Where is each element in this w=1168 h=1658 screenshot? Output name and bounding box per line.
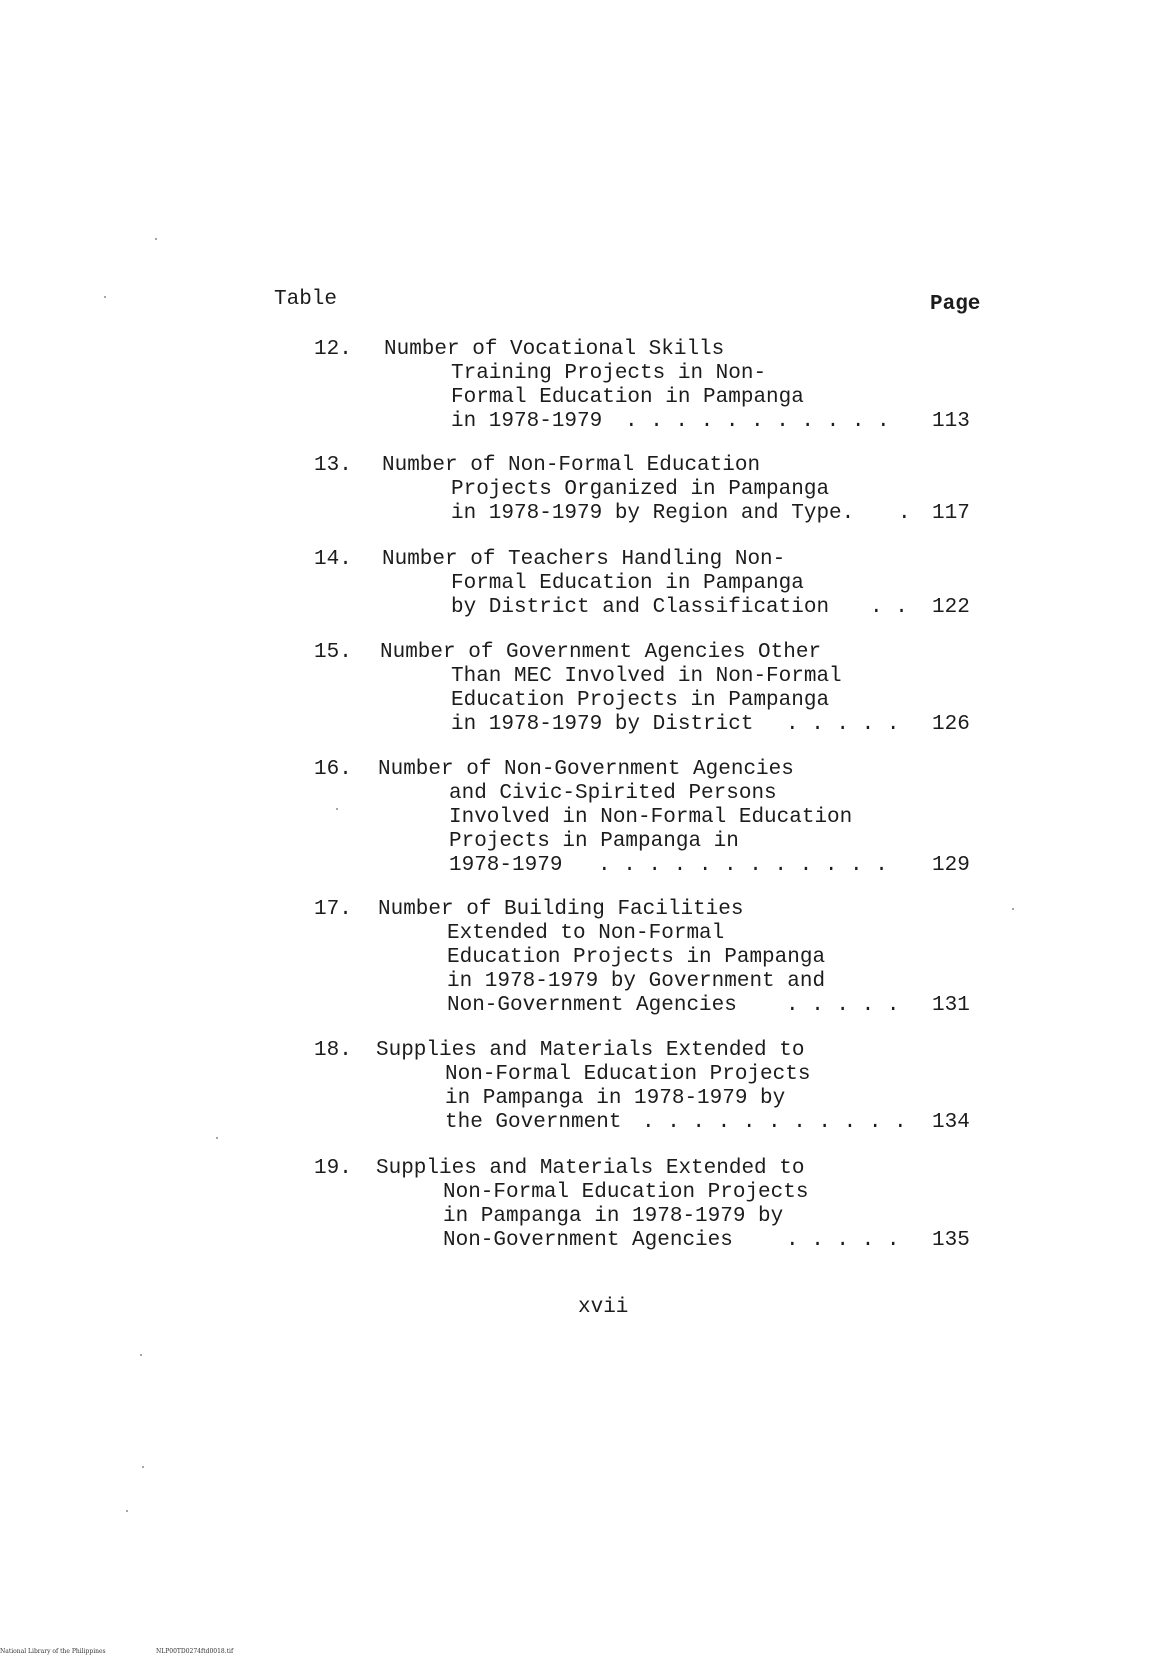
entry-title-line: Number of Non-Formal Education: [382, 454, 761, 477]
entry-title-line: Projects Organized in Pampanga: [451, 478, 830, 501]
page-column-header: Page: [930, 293, 981, 316]
scan-speck: [1012, 908, 1014, 910]
entry-title-line: Number of Building Facilities: [378, 898, 744, 921]
entry-title-line: Supplies and Materials Extended to: [376, 1039, 805, 1062]
entry-title-line: the Government: [445, 1111, 622, 1134]
entry-title-line: Education Projects in Pampanga: [451, 689, 830, 712]
scan-speck: [216, 1137, 218, 1139]
entry-number: 14.: [314, 548, 352, 571]
entry-title-line: Number of Non-Government Agencies: [378, 758, 794, 781]
entry-title-line: Formal Education in Pampanga: [451, 572, 804, 595]
entry-page-number: 134: [932, 1111, 970, 1134]
entry-title-line: in 1978-1979 by Government and: [447, 970, 826, 993]
entry-title-line: in Pampanga in 1978-1979 by: [443, 1205, 784, 1228]
scan-speck: [142, 1466, 144, 1468]
entry-title-line: Number of Teachers Handling Non-: [382, 548, 786, 571]
leader-dots: . . . . . . . . . . .: [642, 1111, 907, 1134]
entry-number: 19.: [314, 1157, 352, 1180]
entry-title-line: and Civic-Spirited Persons: [449, 782, 777, 805]
entry-page-number: 131: [932, 994, 970, 1017]
entry-page-number: 117: [932, 502, 970, 525]
leader-dots: . . . . . . . . . . . .: [598, 854, 888, 877]
scan-speck: [155, 238, 157, 240]
scan-speck: [140, 1354, 142, 1356]
scan-speck: [104, 296, 106, 298]
entry-page-number: 126: [932, 713, 970, 736]
entry-title-line: by District and Classification: [451, 596, 830, 619]
entry-page-number: 122: [932, 596, 970, 619]
scan-speck: [126, 1510, 128, 1512]
entry-page-number: 135: [932, 1229, 970, 1252]
leader-dots: . .: [870, 596, 908, 619]
entry-page-number: 129: [932, 854, 970, 877]
entry-title-line: Non-Government Agencies: [447, 994, 737, 1017]
entry-number: 17.: [314, 898, 352, 921]
footer-file-name: NLP00TD0274ftd0018.tif: [156, 1648, 234, 1655]
entry-title-line: Involved in Non-Formal Education: [449, 806, 853, 829]
entry-title-line: Projects in Pampanga in: [449, 830, 739, 853]
entry-title-line: 1978-1979: [449, 854, 563, 877]
entry-number: 16.: [314, 758, 352, 781]
page-folio: xvii: [578, 1296, 629, 1319]
leader-dots: . . . . . . . . . . .: [625, 410, 890, 433]
entry-page-number: 113: [932, 410, 970, 433]
entry-title-line: Non-Formal Education Projects: [443, 1181, 809, 1204]
leader-dots: . . . . .: [786, 1229, 900, 1252]
entry-number: 18.: [314, 1039, 352, 1062]
entry-title-line: Supplies and Materials Extended to: [376, 1157, 805, 1180]
entry-title-line: Non-Formal Education Projects: [445, 1063, 811, 1086]
entry-title-line: Training Projects in Non-: [451, 362, 767, 385]
scan-speck: [336, 808, 338, 810]
entry-title-line: Formal Education in Pampanga: [451, 386, 804, 409]
entry-title-line: Number of Government Agencies Other: [380, 641, 822, 664]
entry-title-line: in 1978-1979 by Region and Type.: [451, 502, 855, 525]
leader-dots: .: [898, 502, 911, 525]
entry-title-line: Number of Vocational Skills: [384, 338, 725, 361]
entry-title-line: in 1978-1979: [451, 410, 603, 433]
entry-title-line: Non-Government Agencies: [443, 1229, 733, 1252]
footer-library-credit: National Library of the Philippines: [0, 1648, 106, 1655]
leader-dots: . . . . .: [786, 994, 900, 1017]
entry-title-line: Extended to Non-Formal: [447, 922, 725, 945]
entry-number: 13.: [314, 454, 352, 477]
table-column-header: Table: [274, 288, 338, 311]
entry-number: 15.: [314, 641, 352, 664]
entry-number: 12.: [314, 338, 352, 361]
entry-title-line: Than MEC Involved in Non-Formal: [451, 665, 842, 688]
leader-dots: . . . . .: [786, 713, 900, 736]
entry-title-line: Education Projects in Pampanga: [447, 946, 826, 969]
entry-title-line: in Pampanga in 1978-1979 by: [445, 1087, 786, 1110]
entry-title-line: in 1978-1979 by District: [451, 713, 754, 736]
